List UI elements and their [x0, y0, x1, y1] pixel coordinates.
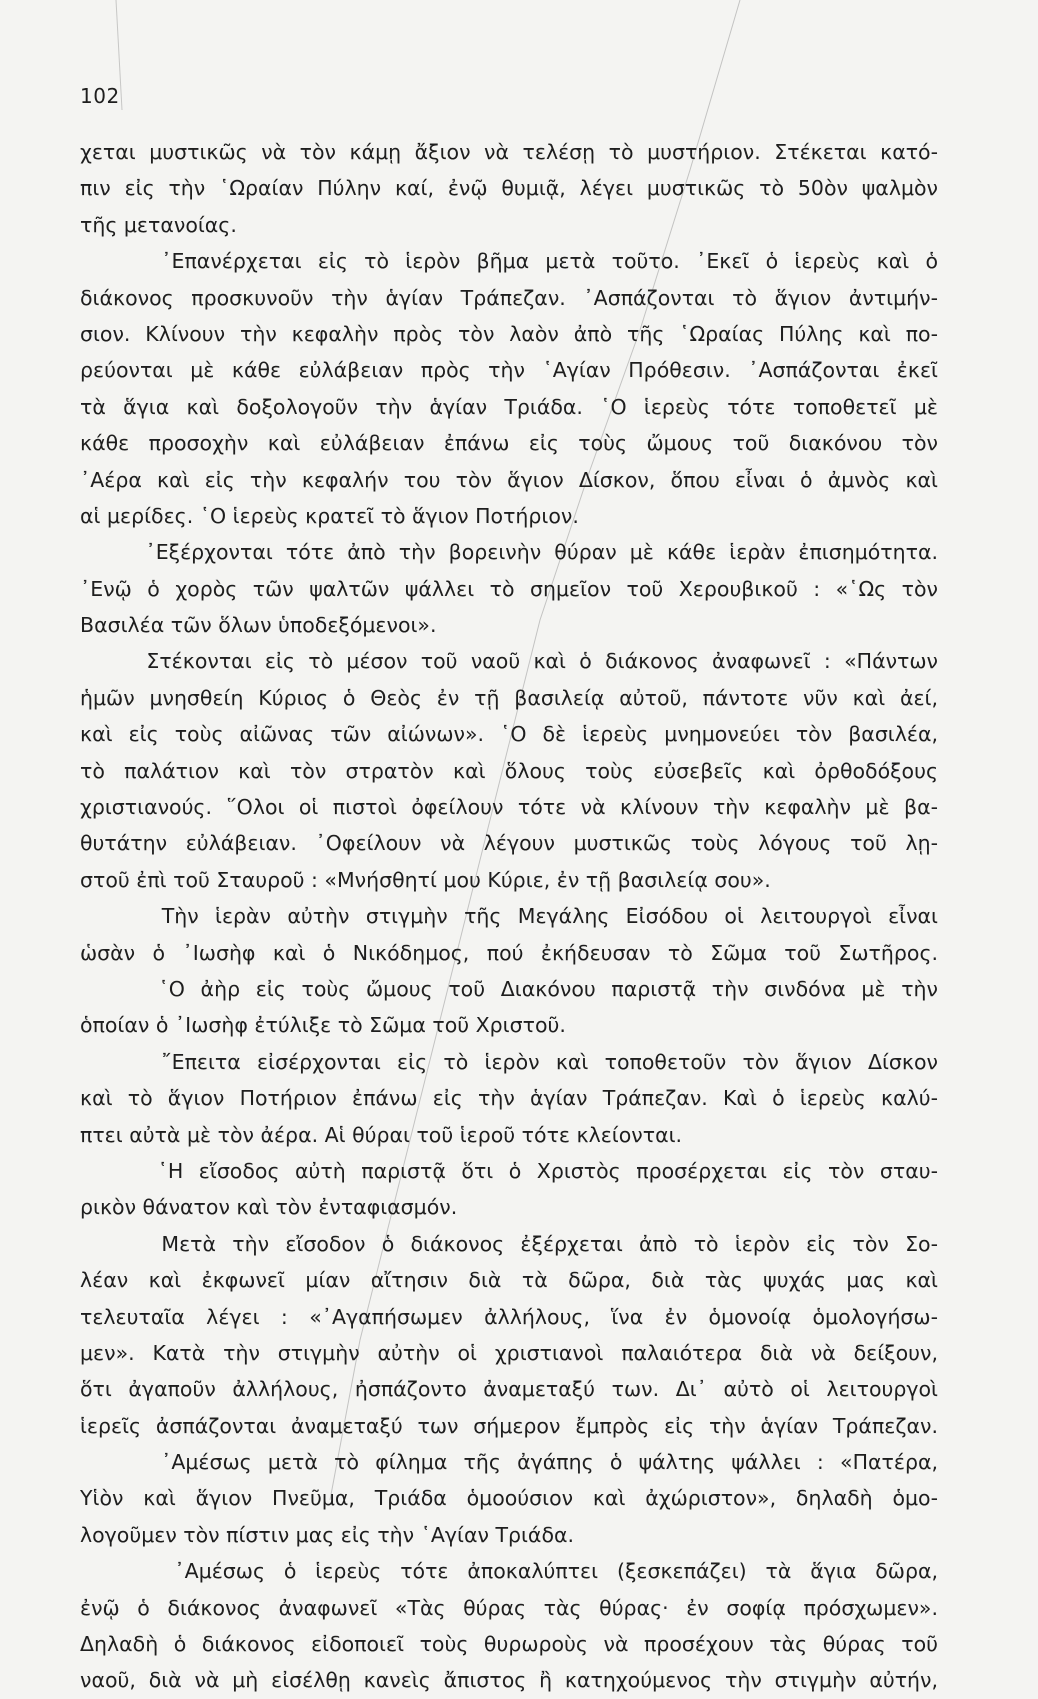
text-line: διάκονος προσκυνοῦν τὴν ἁγίαν Τράπεζαν. ᾿Ασπάζονται τὸ ἅγιον ἀντιμήν-: [80, 285, 938, 310]
text-line: ᾿Αμέσως μετὰ τὸ φίλημα τῆς ἀγάπης ὁ ψάλτης ψάλλει : «Πατέρα,: [80, 1450, 938, 1475]
text-line: ναοῦ, διὰ νὰ μὴ εἰσέλθῃ κανεὶς ἄπιστος ἢ κατηχούμενος τὴν στιγμὴν αὐτήν,: [80, 1668, 938, 1693]
text-line: κάθε προσοχὴν καὶ εὐλάβειαν ἐπάνω εἰς τοὺς ὤμους τοῦ διακόνου τὸν: [80, 431, 938, 456]
text-line: ᾿Εξέρχονται τότε ἀπὸ τὴν βορεινὴν θύραν μὲ κάθε ἱερὰν ἐπισημότητα.: [80, 540, 938, 565]
page-number: 102: [80, 84, 120, 108]
text-line: ῾Ο ἀὴρ εἰς τοὺς ὤμους τοῦ Διακόνου παριστᾷ τὴν σινδόνα μὲ τὴν: [80, 976, 938, 1001]
text-line: Τὴν ἱερὰν αὐτὴν στιγμὴν τῆς Μεγάλης Εἰσόδου οἱ λειτουργοὶ εἶναι: [80, 904, 938, 929]
text-line: πιν εἰς τὴν ῾Ωραίαν Πύλην καί, ἐνῷ θυμιᾷ, λέγει μυστικῶς τὸ 50ὸν ψαλμὸν: [80, 176, 938, 201]
text-line: ῾Η εἴσοδος αὐτὴ παριστᾷ ὅτι ὁ Χριστὸς προσέρχεται εἰς τὸν σταυ-: [80, 1158, 938, 1183]
text-line: χριστιανούς. ῞Ολοι οἱ πιστοὶ ὀφείλουν τότε νὰ κλίνουν τὴν κεφαλὴν μὲ βα-: [80, 795, 938, 820]
text-line: ὡσὰν ὁ ᾿Ιωσὴφ καὶ ὁ Νικόδημος, πού ἐκήδευσαν τὸ Σῶμα τοῦ Σωτῆρος.: [80, 940, 938, 965]
text-line: αἱ μερίδες. ῾Ο ἱερεὺς κρατεῖ τὸ ἅγιον Ποτήριον.: [80, 503, 579, 528]
text-line: ὁποίαν ὁ ᾿Ιωσὴφ ἐτύλιξε τὸ Σῶμα τοῦ Χριστοῦ.: [80, 1013, 566, 1038]
text-line: ἱερεῖς ἀσπάζονται ἀναμεταξύ των σήμερον ἔμπρὸς εἰς τὴν ἁγίαν Τράπεζαν.: [80, 1413, 938, 1438]
body-text: [80, 134, 938, 1699]
text-line: λογοῦμεν τὸν πίστιν μας εἰς τὴν ῾Αγίαν Τριάδα.: [80, 1522, 575, 1547]
text-line: ᾿Ενῷ ὁ χορὸς τῶν ψαλτῶν ψάλλει τὸ σημεῖον τοῦ Χερουβικοῦ : «῾Ως τὸν: [80, 576, 938, 601]
text-line: ᾿Αέρα καὶ εἰς τὴν κεφαλήν του τὸν ἅγιον Δίσκον, ὅπου εἶναι ὁ ἀμνὸς καὶ: [80, 467, 938, 492]
text-line: Βασιλέα τῶν ὅλων ὑποδεξόμενοι».: [80, 613, 437, 638]
text-line: ὅτι ἀγαποῦν ἀλλήλους, ἠσπάζοντο ἀναμεταξύ των. Δι᾿ αὐτὸ οἱ λειτουργοὶ: [80, 1377, 938, 1402]
text-line: Μετὰ τὴν εἴσοδον ὁ διάκονος ἐξέρχεται ἀπὸ τὸ ἱερὸν εἰς τὸν Σο-: [80, 1231, 938, 1256]
text-line: καὶ τὸ ἅγιον Ποτήριον ἐπάνω εἰς τὴν ἁγίαν Τράπεζαν. Καὶ ὁ ἱερεὺς καλύ-: [80, 1086, 938, 1111]
text-line: τὰ ἅγια καὶ δοξολογοῦν τὴν ἁγίαν Τριάδα. ῾Ο ἱερεὺς τότε τοποθετεῖ μὲ: [80, 394, 938, 419]
text-line: ρικὸν θάνατον καὶ τὸν ἐνταφιασμόν.: [80, 1195, 458, 1220]
text-line: ἐνῷ ὁ διάκονος ἀναφωνεῖ «Τὰς θύρας τὰς θύρας· ἐν σοφίᾳ πρόσχωμεν».: [80, 1595, 938, 1620]
text-line: ρεύονται μὲ κάθε εὐλάβειαν πρὸς τὴν ῾Αγίαν Πρόθεσιν. ᾿Ασπάζονται ἐκεῖ: [80, 358, 938, 383]
text-line: στοῦ ἐπὶ τοῦ Σταυροῦ : «Μνήσθητί μου Κύριε, ἐν τῇ βασιλείᾳ σου».: [80, 867, 771, 892]
text-line: ᾿Επανέρχεται εἰς τὸ ἱερὸν βῆμα μετὰ τοῦτο. ᾿Εκεῖ ὁ ἱερεὺς καὶ ὁ: [80, 249, 938, 274]
text-line: Δηλαδὴ ὁ διάκονος εἰδοποιεῖ τοὺς θυρωροὺς νὰ προσέχουν τὰς θύρας τοῦ: [80, 1632, 938, 1657]
text-line: Στέκονται εἰς τὸ μέσον τοῦ ναοῦ καὶ ὁ διάκονος ἀναφωνεῖ : «Πάντων: [80, 649, 938, 674]
text-line: λέαν καὶ ἐκφωνεῖ μίαν αἴτησιν διὰ τὰ δῶρα, διὰ τὰς ψυχάς μας καὶ: [80, 1268, 938, 1293]
text-line: καὶ εἰς τοὺς αἰῶνας τῶν αἰώνων». ῾Ο δὲ ἱερεὺς μνημονεύει τὸν βασιλέα,: [80, 722, 938, 747]
text-line: ᾿Αμέσως ὁ ἱερεὺς τότε ἀποκαλύπτει (ξεσκεπάζει) τὰ ἅγια δῶρα,: [80, 1559, 938, 1584]
text-line: μεν». Κατὰ τὴν στιγμὴν αὐτὴν οἱ χριστιανοὶ παλαιότερα διὰ νὰ δείξουν,: [80, 1340, 938, 1365]
text-line: ῎Επειτα εἰσέρχονται εἰς τὸ ἱερὸν καὶ τοποθετοῦν τὸν ἅγιον Δίσκον: [80, 1049, 938, 1074]
text-line: σιον. Κλίνουν τὴν κεφαλὴν πρὸς τὸν λαὸν ἀπὸ τῆς ῾Ωραίας Πύλης καὶ πο-: [80, 321, 938, 346]
text-line: χεται μυστικῶς νὰ τὸν κάμῃ ἄξιον νὰ τελέσῃ τὸ μυστήριον. Στέκεται κατό-: [80, 140, 938, 164]
text-line: θυτάτην εὐλάβειαν. ᾿Οφείλουν νὰ λέγουν μυστικῶς τοὺς λόγους τοῦ λῃ-: [80, 831, 938, 856]
text-line: πτει αὐτὰ μὲ τὸν ἀέρα. Αἱ θύραι τοῦ ἱεροῦ τότε κλείονται.: [80, 1122, 683, 1147]
text-line: τελευταῖα λέγει : «᾿Αγαπήσωμεν ἀλλήλους, ἵνα ἐν ὁμονοίᾳ ὁμολογήσω-: [80, 1304, 938, 1329]
text-line: τὸ παλάτιον καὶ τὸν στρατὸν καὶ ὅλους τοὺς εὐσεβεῖς καὶ ὀρθοδόξους: [80, 758, 938, 783]
text-line: τῆς μετανοίας.: [80, 212, 237, 237]
text-line: Υἱὸν καὶ ἅγιον Πνεῦμα, Τριάδα ὁμοούσιον καὶ ἀχώριστον», δηλαδὴ ὁμο-: [80, 1486, 938, 1511]
text-line: ἡμῶν μνησθείη Κύριος ὁ Θεὸς ἐν τῇ βασιλείᾳ αὐτοῦ, πάντοτε νῦν καὶ ἀεί,: [80, 685, 938, 710]
